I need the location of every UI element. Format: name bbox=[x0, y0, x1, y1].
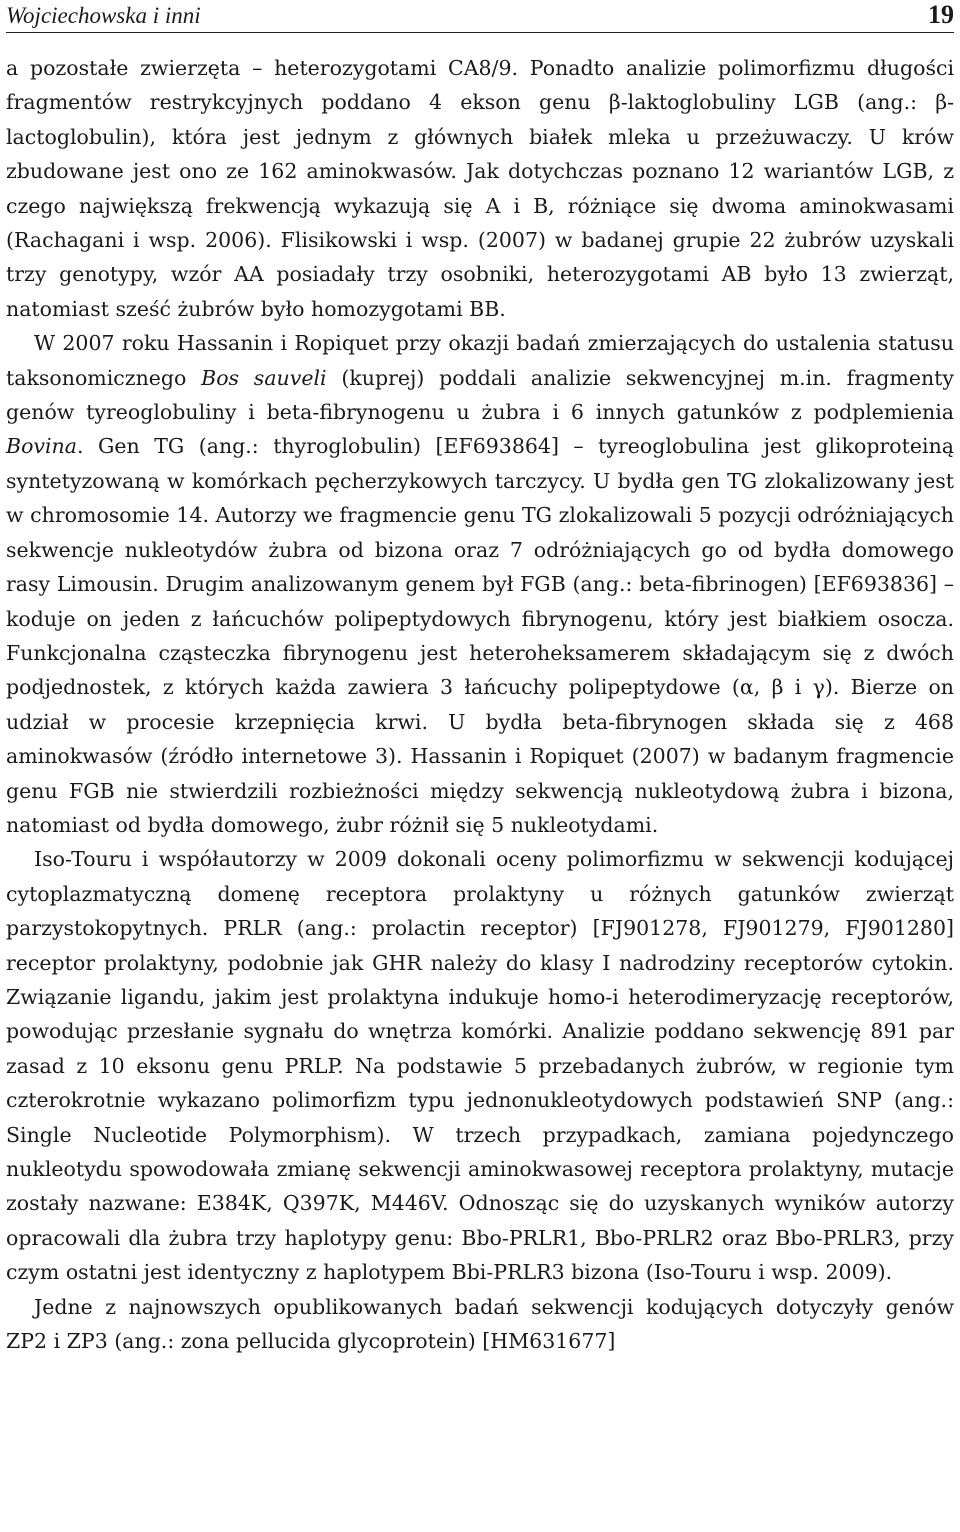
paragraph-1 bbox=[6, 51, 954, 326]
paragraph-4 bbox=[6, 1290, 954, 1359]
running-header bbox=[6, 0, 954, 33]
paragraph-2-text-a: W 2007 roku Hassanin i Ropiquet przy okazji badań zmierzających do ustalenia statusu taksonomicznego bbox=[6, 331, 954, 390]
paragraph-3 bbox=[6, 842, 954, 1289]
paragraph-2-text-c: . Gen TG (ang.: thyroglobulin) [EF693864] – tyreoglobulina jest glikoproteiną syntetyzowaną w komórkach pęcherzykowych tarczycy. U bydła gen TG zlokalizowany jest w chromosomie 14. Autorzy we fragmencie genu TG zlokalizowali 5 pozycji odróżniających sekwencje nukleotydów żubra od bizona oraz 7 odróżniających go od bydła domowego rasy Limousin. Drugim analizowanym genem był FGB (ang.: beta-fibrinogen) [EF693836] – koduje on jeden z łańcuchów polipeptydowych fibrynogenu, który jest białkiem osocza. Funkcjonalna cząsteczka fibrynogenu jest heteroheksamerem składającym się z dwóch podjednostek, z których każda zawiera 3 łańcuchy polipeptydowe (α, β i γ). Bierze on udział w procesie krzepnięcia krwi. U bydła beta-fibrynogen składa się z 468 aminokwasów (źródło internetowe 3). Hassanin i Ropiquet (2007) w badanym fragmencie genu FGB nie stwierdzili rozbieżności między sekwencją nukleotydową żubra i bizona, natomiast od bydła domowego, żubr różnił się 5 nukleotydami. bbox=[6, 434, 954, 837]
subtribe-name-bovina: Bovina bbox=[6, 434, 77, 459]
running-head-authors: Wojciechowska i inni bbox=[6, 3, 201, 28]
page-number: 19 bbox=[928, 0, 954, 29]
paragraph-3-text: Iso-Touru i współautorzy w 2009 dokonali oceny polimorfizmu w sekwencji kodującej cytoplazmatyczną domenę receptora prolaktyny u różnych gatunków zwierząt parzystokopytnych. PRLR (ang.: prolactin receptor) [FJ901278, FJ901279, FJ901280] receptor prolaktyny, podobnie jak GHR należy do klasy I nadrodziny receptorów cytokin. Związanie ligandu, jakim jest prolaktyna indukuje homo-i heterodimeryzację receptorów, powodując przesłanie sygnału do wnętrza komórki. Analizie poddano sekwencję 891 par zasad z 10 eksonu genu PRLP. Na podstawie 5 przebadanych żubrów, w regionie tym czterokrotnie wykazano polimorfizm typu jednonukleotydowych podstawień SNP (ang.: Single Nucleotide Polymorphism). W trzech przypadkach, zamiana pojedynczego nukleotydu spowodowała zmianę sekwencji aminokwasowej receptora prolaktyny, mutacje zostały nazwane: E384K, Q397K, M446V. Odnosząc się do uzyskanych wyników autorzy opracowali dla żubra trzy haplotypy genu: Bbo-PRLR1, Bbo-PRLR2 oraz Bbo-PRLR3, przy czym ostatni jest identyczny z haplotypem Bbi-PRLR3 bizona (Iso-Touru i wsp. 2009). bbox=[6, 847, 954, 1285]
paragraph-4-text: Jedne z najnowszych opublikowanych badań sekwencji kodujących dotyczyły genów ZP2 i ZP3 (ang.: zona pellucida glycoprotein) [HM631677] bbox=[6, 1294, 954, 1354]
body-text bbox=[6, 51, 954, 1358]
paragraph-1-text: a pozostałe zwierzęta – heterozygotami CA8/9. Ponadto analizie polimorfizmu długości fragmentów restrykcyjnych poddano 4 ekson genu β-laktoglobuliny LGB (ang.: β-lactoglobulin), która jest jednym z głównych białek mleka u przeżuwaczy. U krów zbudowane jest ono ze 162 aminokwasów. Jak dotychczas poznano 12 wariantów LGB, z czego największą frekwencją wykazują się A i B, różniące się dwoma aminokwasami (Rachagani i wsp. 2006). Flisikowski i wsp. (2007) w badanej grupie 22 żubrów uzyskali trzy genotypy, wzór AA posiadały trzy osobniki, heterozygotami AB było 13 zwierząt, natomiast sześć żubrów było homozygotami BB. bbox=[6, 56, 954, 321]
paragraph-2 bbox=[6, 326, 954, 842]
species-name-bos-sauveli: Bos sauveli bbox=[201, 365, 327, 390]
paragraph-2-text-b: (kuprej) poddali analizie sekwencyjnej m.in. fragmenty genów tyreoglobuliny i beta-fibrynogenu u żubra i 6 innych gatunków z podplemienia bbox=[6, 365, 955, 425]
